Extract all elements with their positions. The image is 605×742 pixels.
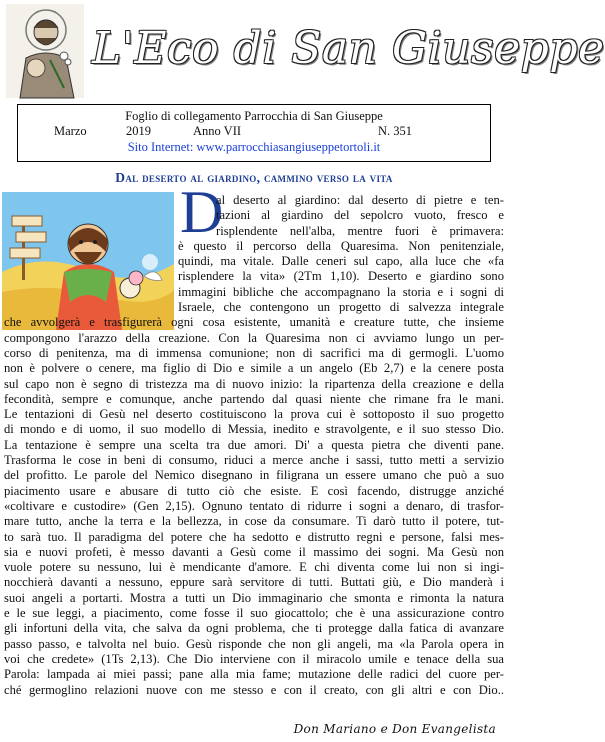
- website-link[interactable]: Sito Internet: www.parrocchiasangiuseppetortoli.it: [127, 140, 381, 154]
- newsletter-subtitle: Foglio di collegamento Parrocchia di San Giuseppe: [125, 109, 383, 123]
- article-headline: Dal deserto al giardino, cammino verso la vita: [115, 170, 393, 185]
- masthead: [0, 0, 605, 104]
- newsletter-info-box: [17, 104, 491, 162]
- article-line: passo passo, e talvolta nel buio. Gesù risponde che non gli angeli, ma «la Parola opera in: [4, 636, 504, 651]
- article-line: Israele, che contengono un progetto di salvezza integrale: [178, 300, 504, 315]
- article-line: piacimento usare e abusare di tutto ciò che esiste. E così facendo, distrugge anziché: [4, 483, 504, 498]
- article-line: risplendere la vita» (2Tm 1,10). Deserto e giardino sono: [178, 269, 504, 284]
- article-body: [4, 193, 504, 698]
- article-line: del profitto. Le parole del Nemico disegnano in filigrana un essere umano che può a suo: [4, 468, 504, 483]
- article-line: immagini bibliche che accompagnano la storia e i sogni di: [178, 284, 504, 299]
- article-line: suoi angeli a portarti. Mostra a tutti un Dio immaginario che smonta e rimonta la natura: [4, 590, 504, 605]
- article-line: sul capo non è segno di tristezza ma di nuovo inizio: la ripartenza della creazione e della: [4, 376, 504, 391]
- article-line: non è polvere o cenere, ma figlio di Dio e simile a un angelo (Eb 2,7) e la cenere posta: [4, 361, 504, 376]
- article-line: Le tentazioni di Gesù nel deserto costituiscono la prova cui è sottoposto il suo progetto: [4, 407, 504, 422]
- issue-number: N. 351: [378, 124, 413, 138]
- article-line: tazioni al giardino del sepolcro vuoto, fresco e: [216, 208, 504, 223]
- article-line: nocchierà davanti a nessuno, eppure sarà servitore di tutti. Buttati giù, e Dio manderà i: [4, 575, 504, 590]
- issue-year: 2019: [126, 124, 151, 138]
- article-line: e le sue leggi, a piacimento, come fosse il suo giocattolo; che è una assicurazione contro: [4, 606, 504, 621]
- article-line: che avvolgerà e trasfigurerà ogni cosa esistente, umanità e creature tutte, che insieme: [4, 315, 504, 330]
- article-line: risplendente nell'alba, mentre fuori è primavera:: [216, 223, 504, 238]
- article-line: corso di penitenza, ma di immensa comunione; non di sacrifici ma di germogli. L'uomo: [4, 345, 504, 360]
- issue-anno: Anno VII: [193, 124, 242, 138]
- article-line: è questo il percorso della Quaresima. Non penitenziale,: [178, 238, 504, 253]
- newsletter-title: L'Eco di San Giuseppe: [92, 23, 605, 74]
- article-line: sia e nuovi profeti, è messo davanti a Gesù come il massimo dei sogni. Ma Gesù non: [4, 544, 504, 559]
- article-line: «coltivare e custodire» (Gen 2,15). Ognuno tentato di ridurre i sogni a denaro, di trasfor-: [4, 498, 504, 513]
- issue-month: Marzo: [54, 124, 87, 138]
- issue-line: [18, 124, 490, 139]
- article-line: La tentazione è sempre una scelta tra due amori. Di' a questa pietra che diventi pane.: [4, 437, 504, 452]
- article-line: vuole potere su nessuno, lui è mendicante d'amore. E chi diventa come lui non si ingi-: [4, 560, 504, 575]
- article-line: ché germoglino relazioni nuove con me stesso e con il creato, con gli altri e con Dio..: [4, 682, 504, 697]
- article-line: voi che credete» (1Ts 2,13). Che Dio interviene con il miracolo umile e tenace della sua: [4, 651, 504, 666]
- article-line: di mondo e di uomo, il suo modello di Messia, inedito e stravolgente, e il suo stesso Dio.: [4, 422, 504, 437]
- article-line: mare tutto, anche la terra e la bellezza, in cose da consumare. Ti darò tutto il potere, tut-: [4, 514, 504, 529]
- article-line: al deserto al giardino: dal deserto di pietre e ten-: [216, 193, 504, 207]
- article-line: compongono l'arazzo della creazione. Con la Quaresima non ci avviamo lungo un per-: [4, 330, 504, 345]
- article-line: Parola: lampada ai miei passi; pane alla mia fame; mutazione delle radici del cuore per-: [4, 667, 504, 682]
- saint-joseph-portrait-icon: [6, 4, 84, 98]
- article-line: quindi, ma vitale. Dalle ceneri sul capo, alla luce che «fa: [178, 254, 504, 269]
- drop-cap: D: [180, 179, 224, 245]
- article-line: gli infortuni della vita, che salva da ogni problema, che ti protegge dalla fatica di avanzare: [4, 621, 504, 636]
- article-signature: Don Mariano e Don Evangelista: [293, 722, 496, 736]
- article-line: to sarà tuo. Il paradigma del potere che ha sedotto e distrutto regni e persone, falsi mes-: [4, 529, 504, 544]
- article-line: fecondità, sempre e comunque, anche partendo dal quasi niente che rimane fra le mani.: [4, 391, 504, 406]
- article-line: Trasforma le cose in beni di consumo, riduci a merce anche i sassi, tutto metti a servizio: [4, 453, 504, 468]
